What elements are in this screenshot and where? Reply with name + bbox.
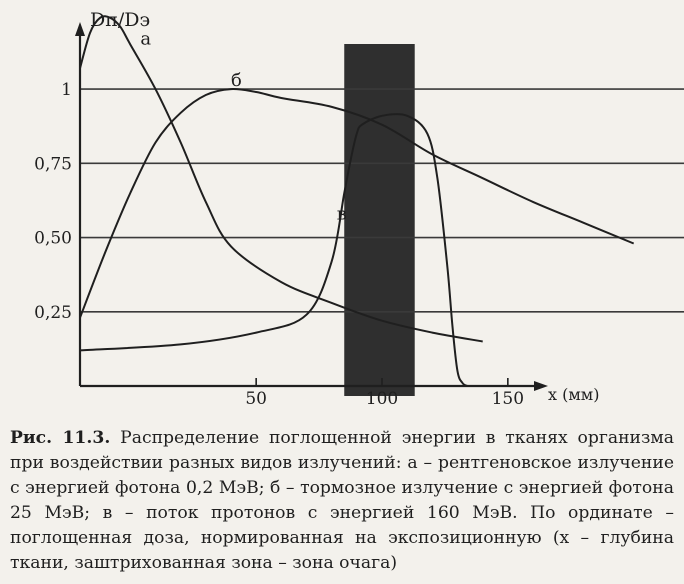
x-axis-arrow [534, 381, 548, 391]
y-tick-label: 1 [61, 80, 72, 101]
x-tick-label: 150 [491, 389, 525, 409]
series-label-3: в [336, 203, 347, 225]
focus-zone [344, 44, 414, 396]
x-axis-label: x (мм) [548, 385, 600, 404]
series-label-2: б [231, 70, 242, 92]
series-line-1 [80, 16, 483, 341]
caption-text: Распределение поглощенной энергии в тканях организма при воздействии разных видов излучений: а – рентгеновское излучение с энергией фотона 0,2 МэВ; б – тормозное излучение с энергией фотона 25 МэВ; в – поток протонов с энергией 160 МэВ. По ординате – поглощенная доза, нормированная на экспозиционную (x – глубина ткани, заштрихованная зона – зона очага) [10, 428, 675, 573]
y-axis-label: Dп/Dэ [90, 9, 151, 31]
figure-caption [10, 426, 674, 576]
x-tick-label: 50 [245, 389, 267, 409]
x-tick-label: 100 [365, 389, 399, 409]
y-tick-label: 0,75 [34, 154, 72, 175]
caption-label: Рис. 11.3. [10, 428, 111, 448]
series-label-1: а [140, 28, 152, 50]
y-axis-arrow [75, 22, 85, 36]
y-tick-label: 0,50 [34, 228, 72, 249]
y-tick-label: 0,25 [34, 302, 72, 323]
